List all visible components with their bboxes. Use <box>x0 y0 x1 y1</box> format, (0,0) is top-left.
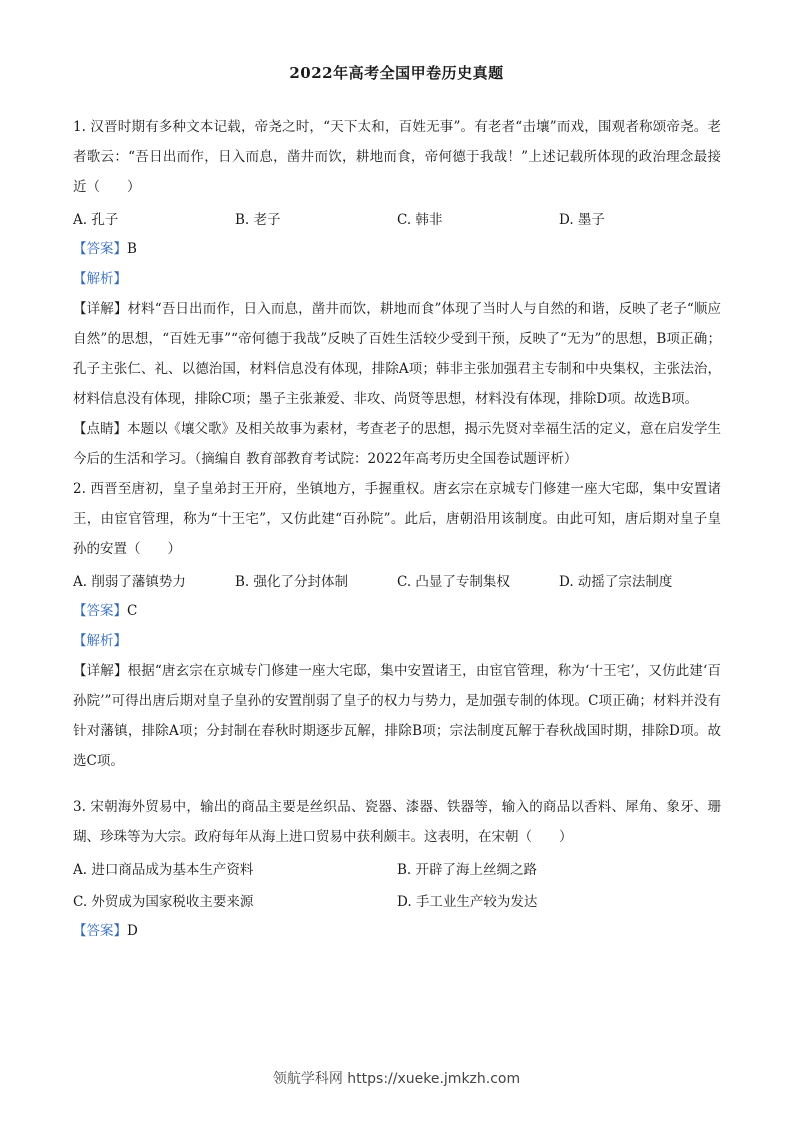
page-title: 2022年高考全国甲卷历史真题 <box>289 64 504 82</box>
q1-option-c: C. 韩非 <box>397 212 443 228</box>
q1-answer: B <box>127 241 137 257</box>
section-gap <box>73 776 721 792</box>
q1-option-b: B. 老子 <box>235 212 281 228</box>
q1-option-d: D. 墨子 <box>559 212 605 228</box>
q2-option-d: D. 动摇了宗法制度 <box>559 574 673 590</box>
q2-detail-text: 根据“唐玄宗在京城专门修建一座大宅邸，集中安置诸王，由宦官管理，称为‘十王宅’，又仿此建‘百孙院’”可得出唐后期对皇子皇孙的安置削弱了皇子的权力与势力，是加强专制的体现。C项正确；材料并没有针对藩镇，排除A项；分封制在春秋时期逐步瓦解，排除B项；宗法制度瓦解于春秋战国时期，排除D项。故选C项。 <box>73 663 721 769</box>
q2-answer-line <box>73 596 721 626</box>
q3-answer: D <box>127 923 138 939</box>
question-1-stem: 1. 汉晋时期有多种文本记载，帝尧之时，“天下太和，百姓无事”。有老者“击壤”而戏，围观者称颂帝尧。老者歌云：“吾日出而作，日入而息，凿井而饮，耕地而食，帝何德于我哉！”上述记载所体现的政治理念最接近（ ） <box>73 119 721 195</box>
answer-label: 【答案】 <box>73 241 127 257</box>
q2-analysis-line <box>73 626 721 656</box>
q1-option-a: A. 孔子 <box>73 212 119 228</box>
q2-option-b: B. 强化了分封体制 <box>235 574 349 590</box>
q1-detail-text: 材料“吾日出而作，日入而息，凿井而饮，耕地而食”体现了当时人与自然的和谐，反映了老子“顺应自然”的思想，“百姓无事”“帝何德于我哉”反映了百姓生活较少受到干预，反映了“无为”的思想，B项正确；孔子主张仁、礼、以德治国，材料信息没有体现，排除A项；韩非主张加强君主专制和中央集权，主张法治，材料信息没有体现，排除C项；墨子主张兼爱、非攻、尚贤等思想，材料没有体现，排除D项。故选B项。 <box>73 301 721 407</box>
q2-answer: C <box>127 603 138 619</box>
q1-point-text: 本题以《壤父歌》及相关故事为素材，考查老子的思想，揭示先贤对幸福生活的定义，意在启发学生今后的生活和学习。（摘编自 教育部教育考试院：2022年高考历史全国卷试题评析） <box>73 421 721 467</box>
question-3-stem: 3. 宋朝海外贸易中，输出的商品主要是丝织品、瓷器、漆器、铁器等，输入的商品以香料、犀角、象牙、珊瑚、珍珠等为大宗。政府每年从海上进口贸易中获利颇丰。这表明，在宋朝（ ） <box>73 799 721 845</box>
analysis-label: 【解析】 <box>73 271 127 287</box>
detail-label: 【详解】 <box>73 301 128 317</box>
question-2-options <box>73 564 721 596</box>
q3-option-b: B. 开辟了海上丝绸之路 <box>397 862 538 878</box>
q3-option-d: D. 手工业生产较为发达 <box>397 894 538 910</box>
q3-answer-line <box>73 916 721 946</box>
analysis-label: 【解析】 <box>73 633 127 649</box>
question-1-options <box>73 202 721 234</box>
question-3-options-row-1 <box>73 852 721 884</box>
q2-option-a: A. 削弱了藩镇势力 <box>73 574 186 590</box>
answer-label: 【答案】 <box>73 603 127 619</box>
q2-detail <box>73 656 721 776</box>
point-label: 【点睛】 <box>73 421 127 437</box>
q1-analysis-line <box>73 264 721 294</box>
detail-label: 【详解】 <box>73 663 128 679</box>
q3-option-c: C. 外贸成为国家税收主要来源 <box>73 894 254 910</box>
footer-watermark: 领航学科网 https://xueke.jmkzh.com <box>272 1071 521 1087</box>
question-3-options-row-2 <box>73 884 721 916</box>
q1-answer-line <box>73 234 721 264</box>
q1-point <box>73 414 721 474</box>
q3-option-a: A. 进口商品成为基本生产资料 <box>73 862 254 878</box>
question-2-stem: 2. 西晋至唐初，皇子皇弟封王开府，坐镇地方，手握重权。唐玄宗在京城专门修建一座大宅邸，集中安置诸王，由宦官管理，称为“十王宅”，又仿此建“百孙院”。此后，唐朝沿用该制度。由此可知，唐后期对皇子皇孙的安置（ ） <box>73 481 721 557</box>
q2-option-c: C. 凸显了专制集权 <box>397 574 510 590</box>
answer-label: 【答案】 <box>73 923 127 939</box>
q1-detail <box>73 294 721 414</box>
document-body <box>73 112 721 946</box>
